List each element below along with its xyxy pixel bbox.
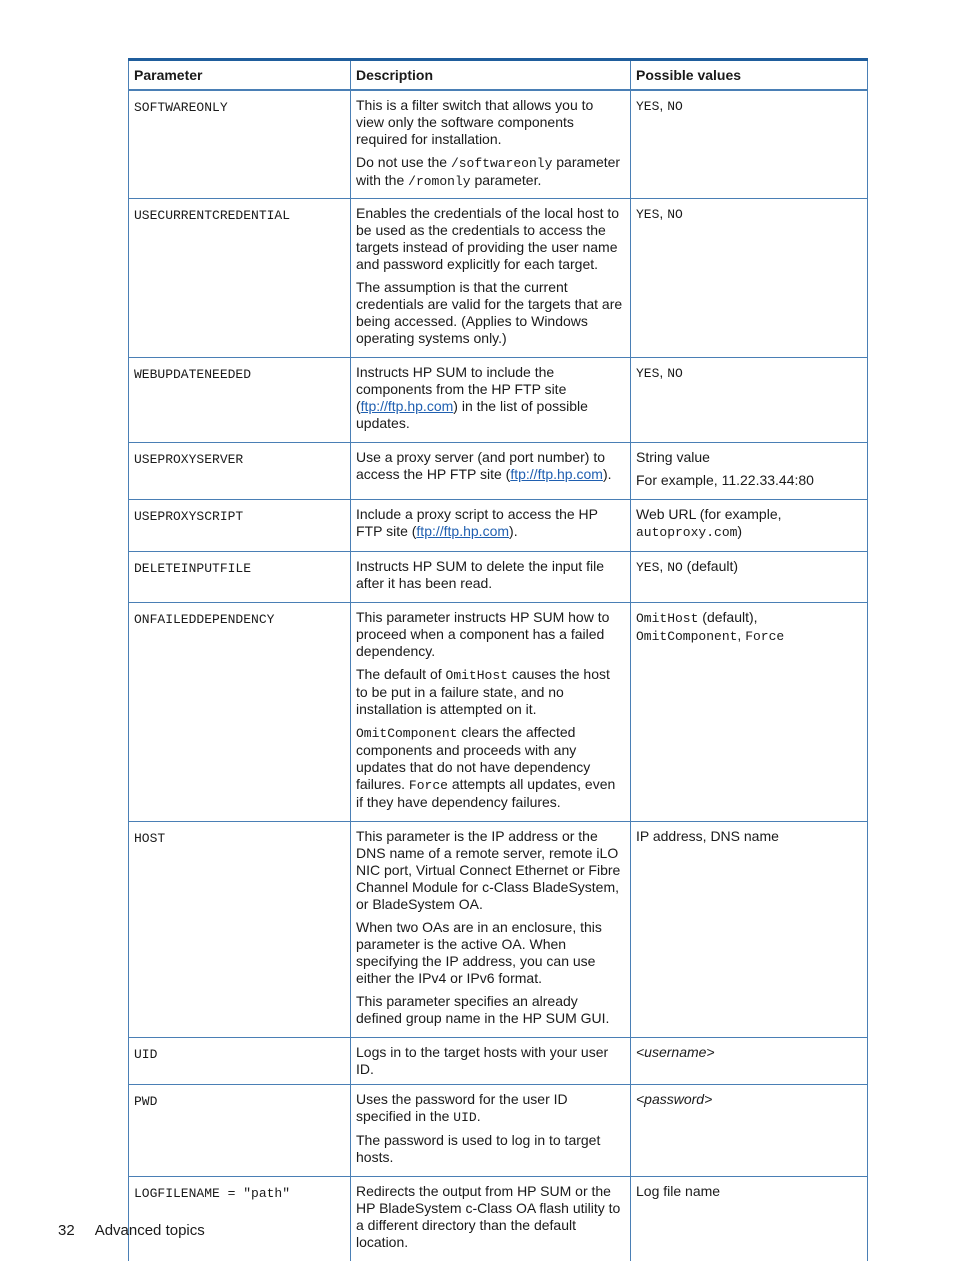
page-footer <box>58 1222 205 1239</box>
param-values: YES, NO <box>631 199 868 358</box>
parameter-table <box>128 58 868 1261</box>
param-description: Logs in to the target hosts with your user ID. <box>351 1038 631 1085</box>
param-name: UID <box>129 1038 351 1085</box>
param-description <box>351 822 631 1038</box>
description-text: The password is used to log in to target hosts. <box>356 1132 601 1165</box>
description-text: This parameter is the IP address or the DNS name of a remote server, remote iLO NIC port, Virtual Connect Ethernet or Fibre Channel Module for c-Class BladeSystem, or BladeSystem OA. <box>356 828 621 912</box>
param-name: SOFTWAREONLY <box>129 90 351 199</box>
parameter-table-container <box>128 58 867 1261</box>
table-row <box>129 358 868 443</box>
param-values: OmitHost (default), OmitComponent, Force <box>631 603 868 822</box>
page-number: 32 <box>58 1222 75 1239</box>
table-row <box>129 199 868 358</box>
param-values <box>631 443 868 500</box>
description-text: This parameter specifies an already defined group name in the HP SUM GUI. <box>356 993 610 1026</box>
param-description: Instructs HP SUM to include the components from the HP FTP site (ftp://ftp.hp.com) in the list of possible updates. <box>351 358 631 443</box>
table-row <box>129 822 868 1038</box>
param-name: ONFAILEDDEPENDENCY <box>129 603 351 822</box>
ftp-link[interactable]: ftp://ftp.hp.com <box>510 466 603 482</box>
param-values: <username> <box>631 1038 868 1085</box>
param-values: Log file name <box>631 1177 868 1262</box>
table-row <box>129 552 868 603</box>
description-text: Enables the credentials of the local host to be used as the credentials to access the targets instead of providing the user name and password explicitly for each target. <box>356 205 620 272</box>
param-name: USEPROXYSERVER <box>129 443 351 500</box>
param-values: Web URL (for example, autoproxy.com) <box>631 500 868 552</box>
table-row <box>129 1177 868 1262</box>
description-text: This parameter instructs HP SUM how to proceed when a component has a failed dependency. <box>356 609 610 659</box>
param-description: Include a proxy script to access the HP FTP site (ftp://ftp.hp.com). <box>351 500 631 552</box>
param-values: <password> <box>631 1085 868 1177</box>
description-text: Uses the password for the user ID specified in the UID. <box>356 1091 568 1125</box>
values-text: String value <box>636 449 710 465</box>
table-row <box>129 500 868 552</box>
description-text: When two OAs are in an enclosure, this parameter is the active OA. When specifying the IP address, you can use either the IPv4 or IPv6 format. <box>356 919 602 986</box>
param-name: LOGFILENAME = "path" <box>129 1177 351 1262</box>
param-description: Instructs HP SUM to delete the input file after it has been read. <box>351 552 631 603</box>
values-text: For example, 11.22.33.44:80 <box>636 472 814 488</box>
table-row <box>129 90 868 199</box>
param-name: HOST <box>129 822 351 1038</box>
description-text: This is a filter switch that allows you to view only the software components required for installation. <box>356 97 594 147</box>
param-description: Redirects the output from HP SUM or the HP BladeSystem c-Class OA flash utility to a different directory than the default location. <box>351 1177 631 1262</box>
ftp-link[interactable]: ftp://ftp.hp.com <box>416 523 510 539</box>
table-row <box>129 1085 868 1177</box>
table-header-row <box>129 60 868 91</box>
header-possible-values: Possible values <box>631 60 868 91</box>
param-name: USEPROXYSCRIPT <box>129 500 351 552</box>
param-values: YES, NO (default) <box>631 552 868 603</box>
param-description <box>351 603 631 822</box>
param-description: Use a proxy server (and port number) to access the HP FTP site (ftp://ftp.hp.com). <box>351 443 631 500</box>
param-description <box>351 199 631 358</box>
param-name: WEBUPDATENEEDED <box>129 358 351 443</box>
param-name: PWD <box>129 1085 351 1177</box>
description-text: The default of OmitHost causes the host to be put in a failure state, and no installation is attempted on it. <box>356 666 610 717</box>
param-name: USECURRENTCREDENTIAL <box>129 199 351 358</box>
header-parameter: Parameter <box>129 60 351 91</box>
param-values: YES, NO <box>631 358 868 443</box>
table-row <box>129 443 868 500</box>
section-title: Advanced topics <box>94 1222 205 1239</box>
param-description <box>351 1085 631 1177</box>
table-row <box>129 603 868 822</box>
table-row <box>129 1038 868 1085</box>
description-text: Do not use the /softwareonly parameter with the /romonly parameter. <box>356 154 621 189</box>
param-values: YES, NO <box>631 90 868 199</box>
description-text: OmitComponent clears the affected components and proceeds with any updates that do not have dependency failures. Force attempts all updates, even if they have dependency failures. <box>356 724 616 810</box>
param-name: DELETEINPUTFILE <box>129 552 351 603</box>
param-description <box>351 90 631 199</box>
ftp-link[interactable]: ftp://ftp.hp.com <box>360 398 454 414</box>
header-description: Description <box>351 60 631 91</box>
param-values: IP address, DNS name <box>631 822 868 1038</box>
description-text: The assumption is that the current credentials are valid for the targets that are being accessed. (Applies to Windows operating systems only.) <box>356 279 623 346</box>
